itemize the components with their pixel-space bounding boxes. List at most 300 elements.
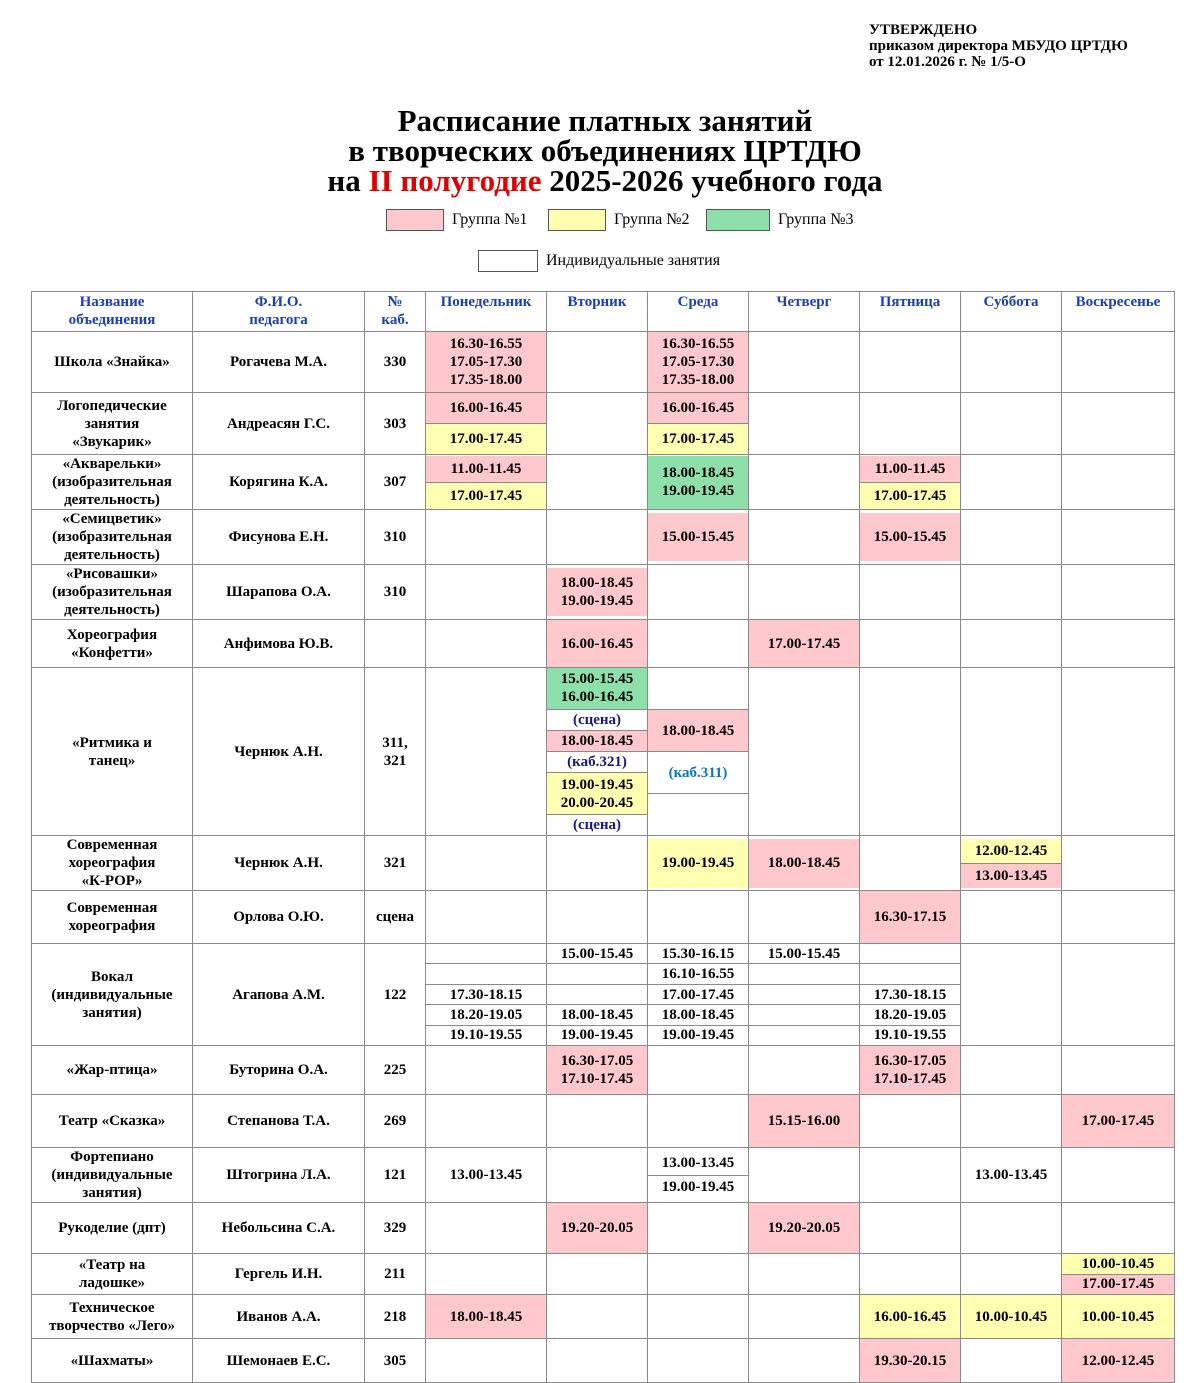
session-block: [860, 1025, 960, 1045]
day-cell: [961, 1148, 1062, 1203]
session-block: [749, 1025, 859, 1045]
approval-stamp: [869, 22, 1128, 70]
session-block: [547, 984, 647, 1004]
association-name-line: танец»: [88, 752, 136, 769]
day-cell: [426, 1295, 547, 1339]
association-name-line: (изобразительная: [52, 474, 172, 490]
day-cell: [749, 455, 860, 510]
session-time: 17.00-17.45: [767, 635, 841, 652]
association-name-line: «Звукарик»: [72, 433, 152, 450]
association-name: [32, 510, 193, 565]
association-name-line: Школа «Знайка»: [54, 354, 170, 370]
session-time: 18.00-18.45: [560, 575, 634, 591]
association-name-line: Театр «Сказка»: [58, 1113, 166, 1129]
session-time: 16.00-16.45: [449, 400, 523, 416]
legend-label-group-3: Группа №3: [778, 211, 854, 228]
session-block: [648, 1025, 748, 1045]
association-name: [32, 836, 193, 891]
day-cell: [860, 455, 961, 510]
session-block: [648, 1175, 748, 1200]
session-block: [648, 944, 748, 963]
session-block-g1: [860, 1046, 960, 1094]
day-cell: [749, 668, 860, 836]
association-name-line: (изобразительная: [52, 529, 172, 545]
day-cell: [547, 1203, 648, 1254]
day-cell: [648, 510, 749, 565]
day-cell: [426, 1254, 547, 1295]
day-cell: [1062, 393, 1175, 455]
table-row: [32, 1339, 1175, 1383]
session-time: 10.00-10.45: [974, 1308, 1048, 1325]
session-time: 17.00-17.45: [661, 986, 735, 1003]
day-cell: [1062, 1339, 1175, 1383]
day-cell: [426, 668, 547, 836]
session-block-g1: [648, 332, 748, 392]
day-cell: [1062, 1095, 1175, 1148]
session-time: 18.20-19.05: [449, 1006, 523, 1023]
day-cell: [961, 944, 1062, 1046]
session-block: [648, 984, 748, 1004]
session-block-g1: [547, 1203, 647, 1253]
teacher-name: Небольсина С.А.: [193, 1203, 365, 1254]
table-row: [32, 944, 1175, 1046]
session-time: 19.00-19.45: [661, 1027, 735, 1044]
header-day: Пятница: [860, 292, 961, 332]
day-cell: [961, 332, 1062, 393]
approval-line-3: от 12.01.2026 г. № 1/5-О: [869, 54, 1026, 70]
day-cell: [426, 1046, 547, 1095]
legend-label-group-2: Группа №2: [614, 211, 690, 228]
header-day: Воскресенье: [1062, 292, 1175, 332]
day-cell: [1062, 1203, 1175, 1254]
association-name-line: занятия: [84, 415, 140, 432]
session-block: [860, 1004, 960, 1024]
day-cell: [749, 1148, 860, 1203]
room-number: 311, 321: [365, 668, 426, 836]
association-name: [32, 1254, 193, 1295]
association-name-line: «Шахматы»: [70, 1352, 154, 1369]
session-time: 17.00-17.45: [449, 431, 523, 447]
day-cell: [961, 1095, 1062, 1148]
session-block-g2: [860, 1295, 960, 1338]
day-cell: [547, 891, 648, 944]
session-time: 12.00-12.45: [1081, 1352, 1155, 1369]
day-cell: [547, 668, 648, 836]
day-cell: [749, 510, 860, 565]
day-cell: [648, 455, 749, 510]
association-name-line: «Семицветик»: [62, 511, 162, 527]
association-name-line: «К-POP»: [81, 873, 143, 889]
session-time: 13.00-13.45: [974, 867, 1048, 884]
table-row: [32, 1095, 1175, 1148]
session-time: 19.10-19.55: [873, 1027, 947, 1044]
room-number: 218: [365, 1295, 426, 1339]
session-block-g1: [426, 456, 546, 482]
day-cell: [1062, 891, 1175, 944]
room-note: (сцена): [572, 816, 622, 833]
session-time: 13.00-13.45: [974, 1167, 1048, 1183]
association-name-line: хореография: [68, 918, 156, 934]
session-block-g1: [1062, 1339, 1174, 1382]
association-name: [32, 891, 193, 944]
association-name-line: «Ритмика и: [72, 734, 152, 751]
table-row: [32, 1295, 1175, 1339]
day-cell: [860, 944, 961, 1046]
table-row: [32, 1203, 1175, 1254]
session-time: 19.20-20.05: [767, 1220, 841, 1236]
header-day: Вторник: [547, 292, 648, 332]
header-name-line-1: Название: [79, 294, 145, 310]
session-block: [547, 709, 647, 730]
day-cell: [426, 393, 547, 455]
day-cell: [749, 393, 860, 455]
session-block-g1: [749, 620, 859, 667]
association-name-line: «Жар-птица»: [66, 1062, 158, 1078]
day-cell: [426, 510, 547, 565]
day-cell: [547, 455, 648, 510]
session-time: 17.05-17.30: [661, 354, 735, 370]
session-block: [961, 1151, 1061, 1199]
day-cell: [547, 510, 648, 565]
association-name: [32, 668, 193, 836]
day-cell: [961, 455, 1062, 510]
session-time: 11.00-11.45: [874, 460, 946, 477]
day-cell: [1062, 668, 1175, 836]
day-cell: [426, 1148, 547, 1203]
table-row: [32, 510, 1175, 565]
session-block: [749, 963, 859, 983]
day-cell: [961, 1339, 1062, 1383]
session-block: [547, 751, 647, 772]
session-block-g2: [1062, 1295, 1174, 1338]
day-cell: [961, 836, 1062, 891]
session-time: 18.00-18.45: [767, 855, 841, 871]
session-block: [426, 1025, 546, 1045]
session-block-g1: [648, 393, 748, 423]
header-name: [32, 292, 193, 332]
day-cell: [749, 1203, 860, 1254]
session-time: 16.00-16.45: [560, 689, 634, 706]
teacher-name: Чернюк А.Н.: [193, 836, 365, 891]
session-time: 16.30-17.05: [873, 1053, 947, 1069]
session-block-g2: [648, 423, 748, 454]
session-time: 19.00-19.45: [560, 593, 634, 609]
room-number: 269: [365, 1095, 426, 1148]
session-time: 17.00-17.45: [661, 431, 735, 447]
session-block-g1: [749, 1095, 859, 1147]
association-name-line: Современная: [66, 900, 158, 916]
day-cell: [426, 455, 547, 510]
day-cell: [648, 1046, 749, 1095]
association-name: [32, 455, 193, 510]
association-name-line: Вокал: [91, 968, 133, 985]
day-cell: [749, 836, 860, 891]
session-time: 13.00-13.45: [661, 1154, 735, 1171]
session-time: 18.00-18.45: [560, 1006, 634, 1023]
session-time: 10.00-10.45: [1081, 1308, 1155, 1325]
schedule-body: [32, 332, 1175, 1383]
session-block-g1: [547, 1046, 647, 1094]
teacher-name: Иванов А.А.: [193, 1295, 365, 1339]
session-block-g1: [547, 730, 647, 751]
room-number: сцена: [365, 891, 426, 944]
teacher-name: Агапова А.М.: [193, 944, 365, 1046]
day-cell: [961, 393, 1062, 455]
association-name-line: «Акварельки»: [62, 456, 162, 472]
session-time: 18.20-19.05: [873, 1006, 947, 1023]
session-block: [860, 944, 960, 963]
room-note: (каб.321): [567, 754, 627, 771]
session-time: 19.00-19.45: [560, 1027, 634, 1044]
day-cell: [749, 332, 860, 393]
room-number: 310: [365, 565, 426, 620]
session-time: 17.05-17.30: [449, 354, 523, 370]
day-cell: [648, 620, 749, 668]
session-time: 17.10-17.45: [560, 1071, 634, 1087]
day-cell: [860, 1095, 961, 1148]
day-cell: [860, 393, 961, 455]
session-time: 17.30-18.15: [873, 986, 947, 1003]
association-name-line: (индивидуальные: [51, 986, 173, 1003]
title-line-2: в творческих объединениях ЦРТДЮ: [348, 133, 862, 168]
teacher-name: Гергель И.Н.: [193, 1254, 365, 1295]
session-block-g2: [547, 772, 647, 814]
session-block: [426, 944, 546, 963]
day-cell: [547, 1339, 648, 1383]
session-block-g3: [648, 456, 748, 509]
day-cell: [426, 1339, 547, 1383]
session-block-g1: [961, 863, 1061, 888]
teacher-name: Рогачева М.А.: [193, 332, 365, 393]
session-time: 12.00-12.45: [974, 842, 1048, 859]
day-cell: [860, 1046, 961, 1095]
association-name-line: деятельность): [64, 547, 160, 563]
table-row: [32, 565, 1175, 620]
session-time: 15.00-15.45: [560, 671, 634, 688]
session-time: 15.00-15.45: [767, 945, 841, 962]
day-cell: [1062, 565, 1175, 620]
day-cell: [648, 1339, 749, 1383]
title-line-3: [0, 163, 1200, 198]
session-time: 17.00-17.45: [449, 487, 523, 504]
table-row: [32, 836, 1175, 891]
association-name-line: «Театр на: [78, 1257, 146, 1273]
session-time: 15.30-16.15: [661, 945, 735, 962]
header-day: Суббота: [961, 292, 1062, 332]
session-time: 17.00-17.45: [873, 487, 947, 504]
day-cell: [648, 668, 749, 836]
session-time: 18.00-18.45: [661, 465, 735, 481]
association-name: [32, 1095, 193, 1148]
legend-group-3: [706, 209, 854, 231]
day-cell: [547, 1095, 648, 1148]
day-cell: [648, 565, 749, 620]
day-cell: [860, 620, 961, 668]
day-cell: [1062, 1254, 1175, 1295]
legend-group-2: [548, 209, 690, 231]
day-cell: [648, 891, 749, 944]
association-name-line: занятия): [82, 1004, 142, 1021]
legend-label-group-1: Группа №1: [452, 211, 528, 228]
session-time: 19.10-19.55: [449, 1027, 523, 1044]
day-cell: [648, 1095, 749, 1148]
association-name-line: занятия): [82, 1185, 142, 1201]
header-room-line-1: №: [387, 294, 403, 310]
table-row: [32, 1254, 1175, 1295]
session-block: [648, 1004, 748, 1024]
day-cell: [426, 891, 547, 944]
session-block-g1: [860, 1339, 960, 1382]
association-name-line: ладошке»: [78, 1275, 146, 1291]
header-room-line-2: каб.: [381, 312, 409, 328]
teacher-name: Степанова Т.А.: [193, 1095, 365, 1148]
day-cell: [648, 1203, 749, 1254]
session-block-g2: [426, 482, 546, 509]
session-block: [749, 944, 859, 963]
session-time: 18.00-18.45: [449, 1308, 523, 1325]
day-cell: [860, 1148, 961, 1203]
approval-line-2: приказом директора МБУДО ЦРТДЮ: [869, 38, 1128, 54]
session-time: 16.00-16.45: [873, 1308, 947, 1325]
session-time: 16.00-16.45: [661, 400, 735, 416]
day-cell: [547, 1148, 648, 1203]
day-cell: [1062, 836, 1175, 891]
room-note: (сцена): [572, 711, 622, 728]
session-block-g1: [749, 1203, 859, 1253]
association-name: [32, 1203, 193, 1254]
day-cell: [426, 565, 547, 620]
day-cell: [547, 836, 648, 891]
session-time: 19.00-19.45: [661, 483, 735, 499]
day-cell: [860, 668, 961, 836]
session-time: 15.15-16.00: [767, 1113, 841, 1129]
session-time: 11.00-11.45: [450, 460, 522, 477]
session-time: 20.00-20.45: [560, 794, 634, 811]
day-cell: [961, 1203, 1062, 1254]
session-time: 10.00-10.45: [1081, 1255, 1155, 1272]
teacher-name: Анфимова Ю.В.: [193, 620, 365, 668]
day-cell: [648, 393, 749, 455]
day-cell: [648, 836, 749, 891]
legend-swatch-group-1: [386, 209, 444, 231]
association-name-line: деятельность): [64, 492, 160, 508]
table-row: [32, 393, 1175, 455]
room-number: 211: [365, 1254, 426, 1295]
day-cell: [961, 565, 1062, 620]
session-block: [749, 984, 859, 1004]
session-block-g1: [426, 393, 546, 423]
header-teacher-line-1: Ф.И.О.: [254, 294, 303, 310]
session-block: [648, 751, 748, 793]
association-name: [32, 393, 193, 455]
room-number: 307: [365, 455, 426, 510]
association-name-line: Современная: [66, 837, 158, 853]
teacher-name: Шарапова О.А.: [193, 565, 365, 620]
session-block: [860, 963, 960, 983]
session-block-g1: [860, 456, 960, 482]
session-time: 19.00-19.45: [661, 1179, 735, 1196]
day-cell: [961, 1046, 1062, 1095]
day-cell: [749, 1095, 860, 1148]
association-name-line: хореография: [68, 855, 156, 871]
day-cell: [547, 944, 648, 1046]
session-block-g1: [426, 1295, 546, 1338]
day-cell: [749, 1046, 860, 1095]
day-cell: [749, 1254, 860, 1295]
teacher-name: Андреасян Г.С.: [193, 393, 365, 455]
association-name: [32, 1295, 193, 1339]
session-time: 19.30-20.15: [873, 1352, 947, 1369]
day-cell: [426, 1095, 547, 1148]
header-day: Четверг: [749, 292, 860, 332]
day-cell: [547, 332, 648, 393]
association-name: [32, 332, 193, 393]
room-number: 310: [365, 510, 426, 565]
session-block-g2: [860, 482, 960, 509]
session-block: [648, 793, 748, 835]
session-block-g2: [1062, 1254, 1174, 1274]
association-name: [32, 1148, 193, 1203]
teacher-name: Буторина О.А.: [193, 1046, 365, 1095]
day-cell: [1062, 1046, 1175, 1095]
session-time: 16.10-16.55: [661, 966, 735, 983]
session-time: 15.00-15.45: [873, 529, 947, 545]
legend-group-1: [386, 209, 528, 231]
title-line-3-suffix: 2025-2026 учебного года: [541, 163, 883, 198]
header-teacher-line-2: педагога: [249, 312, 308, 328]
association-name: [32, 944, 193, 1046]
session-time: 17.35-18.00: [449, 372, 523, 388]
session-time: 19.20-20.05: [560, 1220, 634, 1236]
day-cell: [648, 944, 749, 1046]
legend-label-individual: Индивидуальные занятия: [546, 252, 721, 269]
session-block: [547, 1004, 647, 1024]
session-time: 17.00-17.45: [1081, 1113, 1155, 1129]
legend-swatch-individual: [478, 250, 538, 272]
legend-swatch-group-2: [548, 209, 606, 231]
association-name: [32, 620, 193, 668]
session-time: 16.30-17.05: [560, 1053, 634, 1069]
room-number: 330: [365, 332, 426, 393]
session-block: [426, 963, 546, 983]
room-number: 225: [365, 1046, 426, 1095]
session-time: 17.10-17.45: [873, 1071, 947, 1087]
title-line-3-prefix: на: [327, 163, 369, 198]
day-cell: [749, 891, 860, 944]
title-semester: II полугодие: [368, 163, 542, 198]
session-time: 16.30-16.55: [661, 336, 735, 352]
association-name-line: «Конфетти»: [71, 644, 153, 661]
association-name-line: (индивидуальные: [51, 1167, 173, 1183]
room-number: 303: [365, 393, 426, 455]
session-time: 17.30-18.15: [449, 986, 523, 1003]
session-block-g1: [648, 513, 748, 561]
schedule-table: [31, 291, 1175, 1383]
day-cell: [961, 510, 1062, 565]
day-cell: [648, 1295, 749, 1339]
day-cell: [749, 944, 860, 1046]
session-block: [749, 1004, 859, 1024]
session-block-g1: [547, 620, 647, 667]
day-cell: [1062, 944, 1175, 1046]
approval-line-1: УТВЕРЖДЕНО: [869, 22, 978, 38]
table-row: [32, 891, 1175, 944]
day-cell: [547, 1254, 648, 1295]
day-cell: [1062, 1295, 1175, 1339]
session-time: 13.00-13.45: [449, 1167, 523, 1183]
day-cell: [860, 836, 961, 891]
header-day: Среда: [648, 292, 749, 332]
